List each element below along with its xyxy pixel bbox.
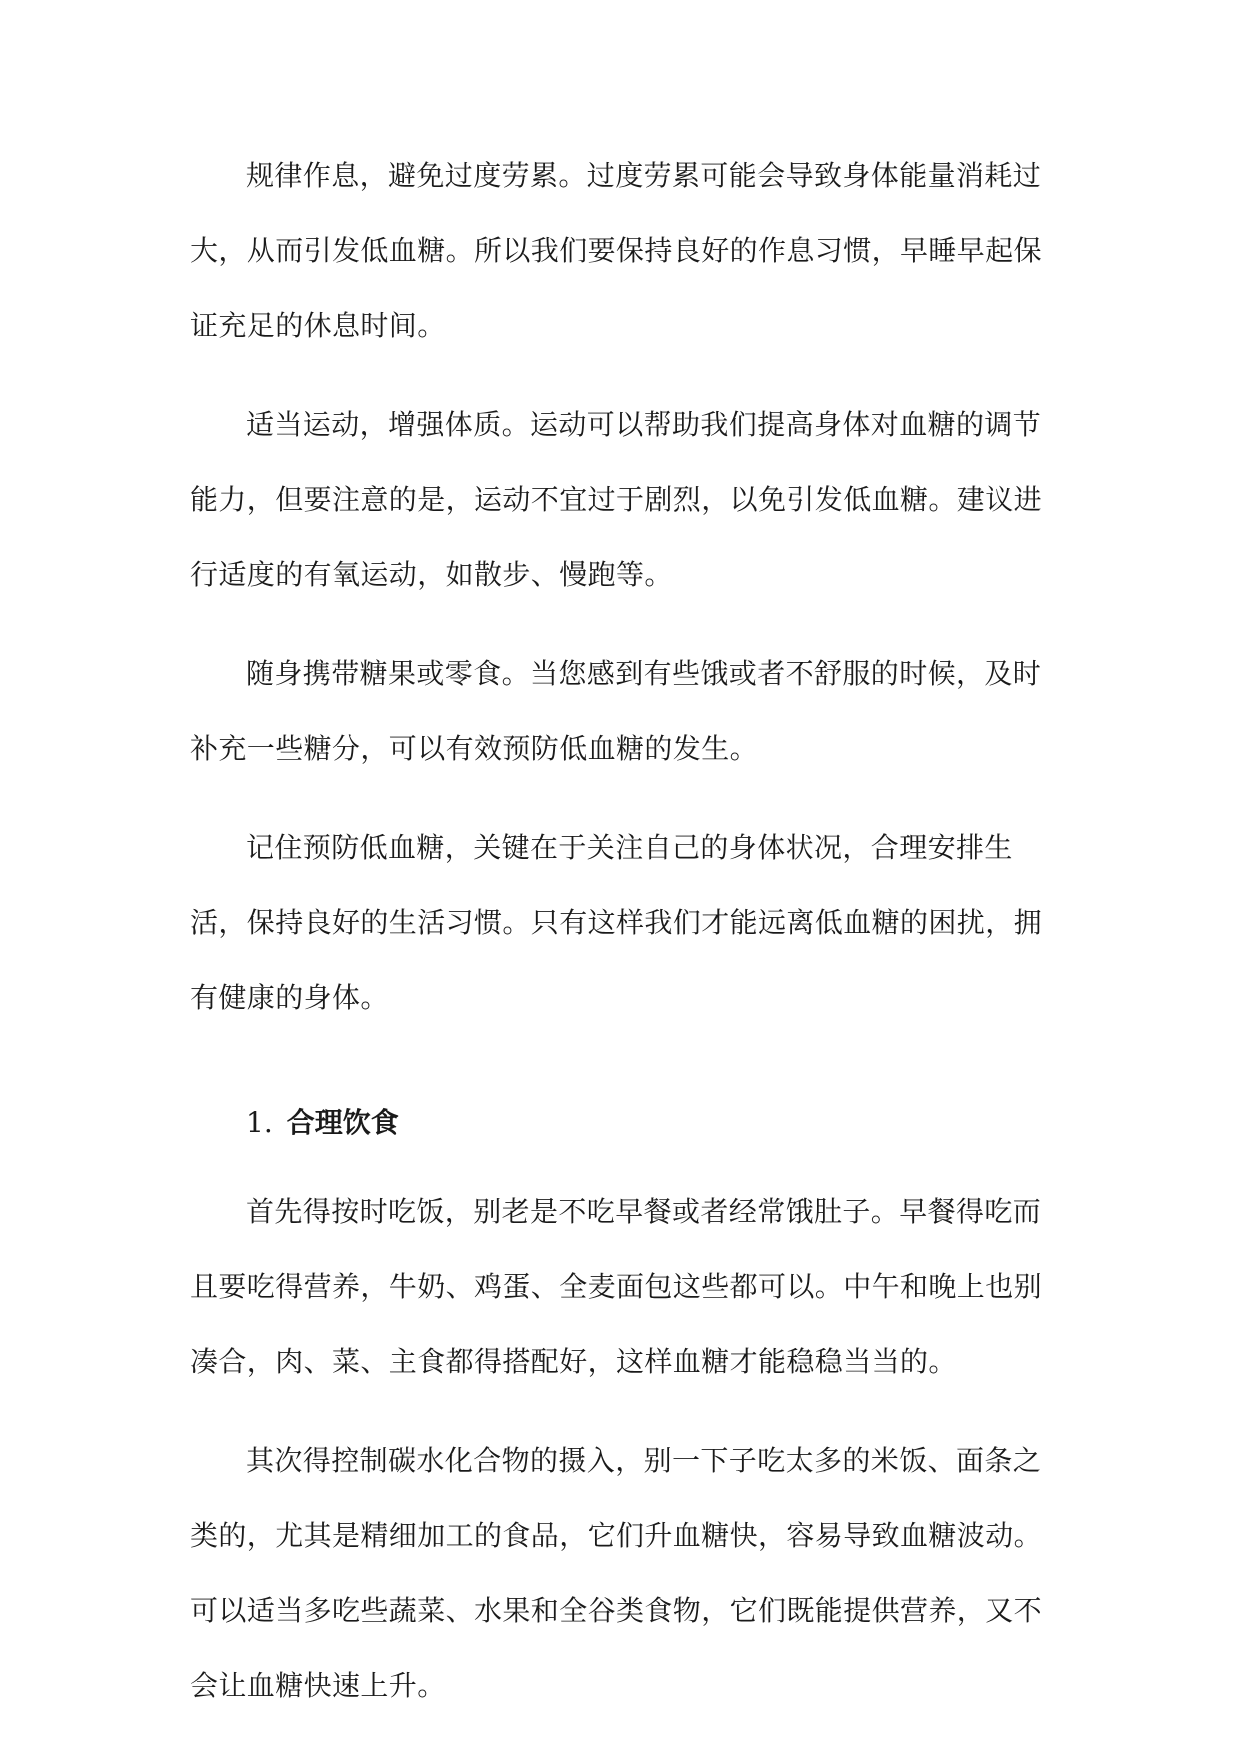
section-number: 1.	[246, 1106, 273, 1139]
paragraph-meals: 首先得按时吃饭，别老是不吃早餐或者经常饿肚子。早餐得吃而且要吃得营养，牛奶、鸡蛋、全麦面包这些都可以。中午和晚上也别凑合，肉、菜、主食都得搭配好，这样血糖才能稳稳当当的。	[190, 1195, 1043, 1378]
paragraph-summary: 记住预防低血糖，关键在于关注自己的身体状况，合理安排生活，保持良好的生活习惯。只有这样我们才能远离低血糖的困扰，拥有健康的身体。	[190, 831, 1043, 1014]
paragraph-carbs: 其次得控制碳水化合物的摄入，别一下子吃太多的米饭、面条之类的，尤其是精细加工的食品，它们升血糖快，容易导致血糖波动。可以适当多吃些蔬菜、水果和全谷类食物，它们既能提供营养，又不会让血糖快速上升。	[190, 1444, 1043, 1702]
section-heading	[190, 1085, 1060, 1160]
paragraph-exercise: 适当运动，增强体质。运动可以帮助我们提高身体对血糖的调节能力，但要注意的是，运动不宜过于剧烈，以免引发低血糖。建议进行适度的有氧运动，如散步、慢跑等。	[190, 408, 1043, 591]
paragraph-snacks: 随身携带糖果或零食。当您感到有些饿或者不舒服的时候，及时补充一些糖分，可以有效预防低血糖的发生。	[190, 657, 1042, 765]
document-page	[190, 138, 1060, 1747]
paragraph-rest: 规律作息，避免过度劳累。过度劳累可能会导致身体能量消耗过大，从而引发低血糖。所以我们要保持良好的作息习惯，早睡早起保证充足的休息时间。	[190, 159, 1043, 342]
section-title: 合理饮食	[286, 1106, 399, 1139]
